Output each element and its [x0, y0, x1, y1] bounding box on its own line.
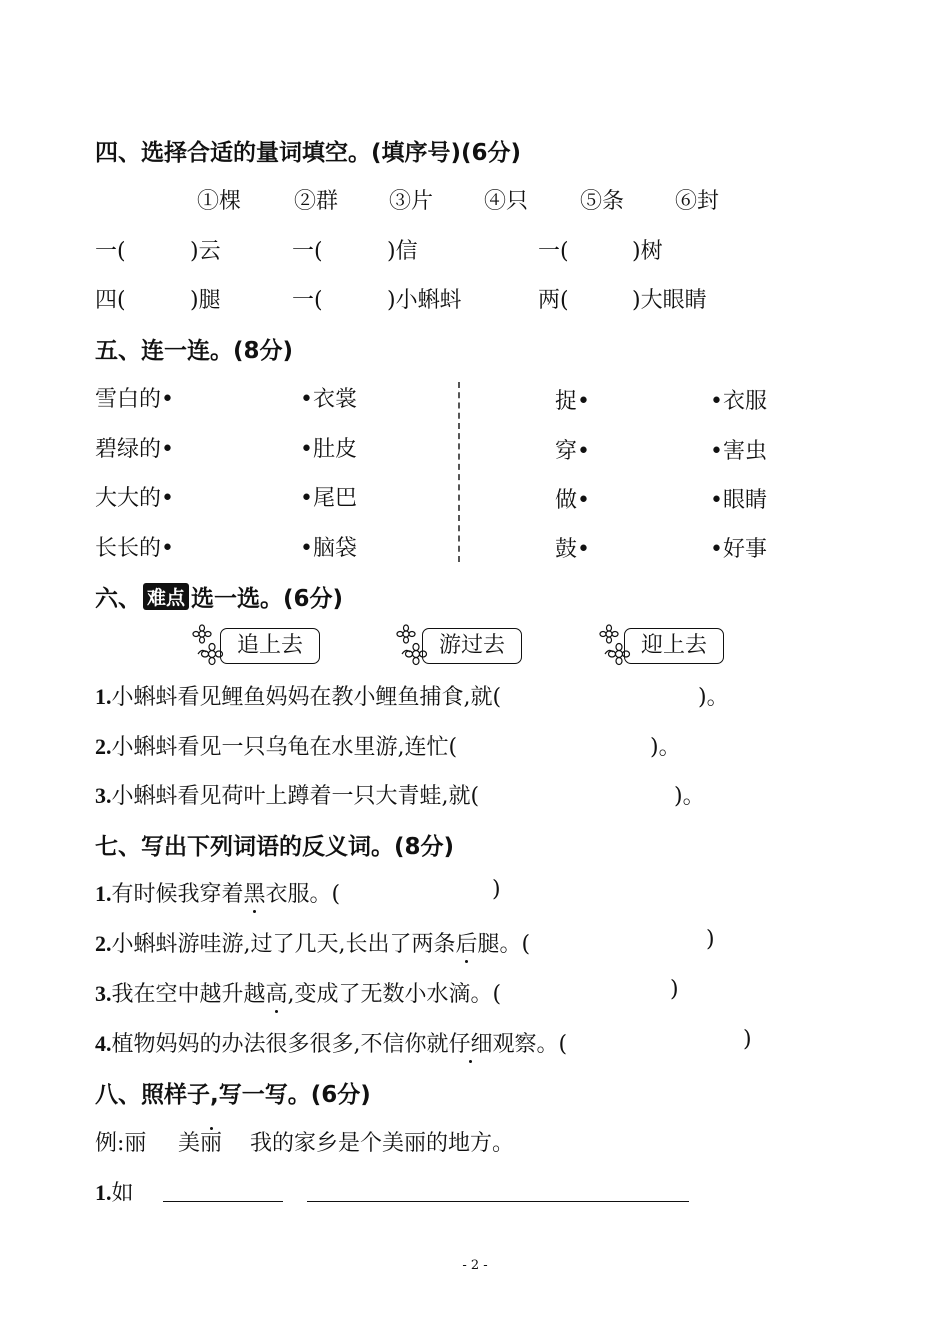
s6-item-2-end: )。: [650, 735, 681, 760]
match-right-b-3: •眼睛: [710, 488, 767, 513]
page-number: - 2 -: [462, 1258, 488, 1273]
match-right-b-2: •害虫: [710, 439, 767, 464]
blank-3-post: )树: [632, 239, 663, 264]
answer-line-sentence[interactable]: [307, 1201, 689, 1202]
item-text: 植物妈妈的办法很多很多,不信你就: [111, 1032, 449, 1057]
answer-line-word[interactable]: [163, 1201, 283, 1202]
word-option-meet: 迎上去: [624, 628, 724, 664]
blank-1-post: )云: [190, 239, 221, 264]
blank-2-pre: 一(: [292, 239, 323, 264]
option-6: ⑥封: [675, 189, 720, 214]
option-3: ③片: [389, 189, 434, 214]
match-left-a-3: 大大的•: [95, 486, 174, 511]
s6-item-3: [95, 779, 479, 810]
s7-item-2-end: ): [706, 927, 715, 952]
example-word-b: 丽: [200, 1131, 223, 1156]
item-text: 我在空中越升越: [111, 982, 266, 1007]
section4-heading: 四、选择合适的量词填空。(填序号)(6分): [95, 140, 522, 166]
match-left-b-2: •肚皮: [300, 437, 357, 462]
match-right-b-1: •衣服: [710, 389, 767, 414]
marked-word: 高: [265, 982, 288, 1007]
item-text: 小蝌蚪看见荷叶上蹲着一只大青蛙,就(: [111, 784, 480, 809]
option-1: ①棵: [197, 189, 242, 214]
blank-6-pre: 两(: [538, 288, 569, 313]
match-right-a-4: 鼓•: [555, 537, 590, 562]
match-left-b-1: •衣裳: [300, 387, 357, 412]
item-text-end: 腿。(: [477, 932, 531, 957]
blank-5-post: )小蝌蚪: [387, 288, 462, 313]
s7-item-2: [95, 927, 530, 958]
option-2: ②群: [294, 189, 339, 214]
item-text-end: ,变成了无数小水滴。(: [287, 982, 502, 1007]
item-number: 3.: [95, 783, 112, 808]
item-number: 2.: [95, 734, 112, 759]
item-text-end: 衣服。(: [265, 882, 341, 907]
blank-6-post: )大眼睛: [632, 288, 707, 313]
blank-4-pre: 四(: [95, 288, 126, 313]
match-right-b-4: •好事: [710, 537, 767, 562]
section6-heading-text: 选一选。(6分): [191, 586, 344, 612]
item-text: 小蝌蚪看见一只乌龟在水里游,连忙(: [111, 735, 458, 760]
option-4: ④只: [484, 189, 529, 214]
blank-3-pre: 一(: [538, 239, 569, 264]
marked-word: 后: [455, 932, 478, 957]
difficulty-tag: 难点: [143, 583, 189, 610]
s6-item-3-end: )。: [674, 784, 705, 809]
item-text: 小蝌蚪游哇游,过了几天,长出了两条: [111, 932, 456, 957]
s6-item-2: [95, 730, 457, 761]
example-line: [95, 1126, 146, 1157]
item-number: 4.: [95, 1031, 112, 1056]
item-number: 2.: [95, 931, 112, 956]
option-5: ⑤条: [580, 189, 625, 214]
example-label: 例:: [95, 1131, 125, 1156]
match-right-a-3: 做•: [555, 488, 590, 513]
item-text: 小蝌蚪看见鲤鱼妈妈在教小鲤鱼捕食,就(: [111, 685, 502, 710]
section6-heading: [95, 580, 343, 613]
match-left-b-4: •脑袋: [300, 536, 357, 561]
match-left-a-4: 长长的•: [95, 536, 174, 561]
match-left-a-1: 雪白的•: [95, 387, 174, 412]
match-right-a-1: 捉•: [555, 389, 590, 414]
match-right-a-2: 穿•: [555, 439, 590, 464]
s7-item-3-end: ): [670, 977, 679, 1002]
s8-question-1: [95, 1176, 134, 1207]
example-sentence: 我的家乡是个美丽的地方。: [250, 1131, 515, 1156]
blank-4-post: )腿: [190, 288, 221, 313]
s7-item-4: [95, 1027, 567, 1058]
word-option-chase: 追上去: [220, 628, 320, 664]
match-left-a-2: 碧绿的•: [95, 437, 174, 462]
section6-heading-prefix: 六、: [95, 586, 141, 612]
item-number: 1.: [95, 881, 112, 906]
marked-word: 仔细: [448, 1032, 493, 1057]
example-word: [178, 1126, 222, 1157]
s7-item-1: [95, 877, 340, 908]
section7-heading: 七、写出下列词语的反义词。(8分): [95, 834, 455, 860]
match-left-b-3: •尾巴: [300, 486, 357, 511]
question-char: 如: [111, 1181, 134, 1206]
blank-5-pre: 一(: [292, 288, 323, 313]
item-number: 3.: [95, 981, 112, 1006]
word-option-swim: 游过去: [422, 628, 522, 664]
item-text: 有时候我穿着: [111, 882, 244, 907]
item-number: 1.: [95, 1180, 112, 1205]
blank-2-post: )信: [387, 239, 418, 264]
example-char: 丽: [124, 1131, 147, 1156]
s6-item-1-end: )。: [698, 685, 729, 710]
blank-1-pre: 一(: [95, 239, 126, 264]
s6-item-1: [95, 680, 501, 711]
marked-word: 黑: [243, 882, 266, 907]
section5-heading: 五、连一连。(8分): [95, 338, 294, 364]
item-number: 1.: [95, 684, 112, 709]
example-word-a: 美: [178, 1131, 201, 1156]
s7-item-4-end: ): [743, 1027, 752, 1052]
s7-item-1-end: ): [492, 877, 501, 902]
section8-heading: 八、照样子,写一写。(6分): [95, 1082, 371, 1108]
item-text-end: 观察。(: [492, 1032, 568, 1057]
s7-item-3: [95, 977, 501, 1008]
dashed-divider: [458, 382, 460, 562]
